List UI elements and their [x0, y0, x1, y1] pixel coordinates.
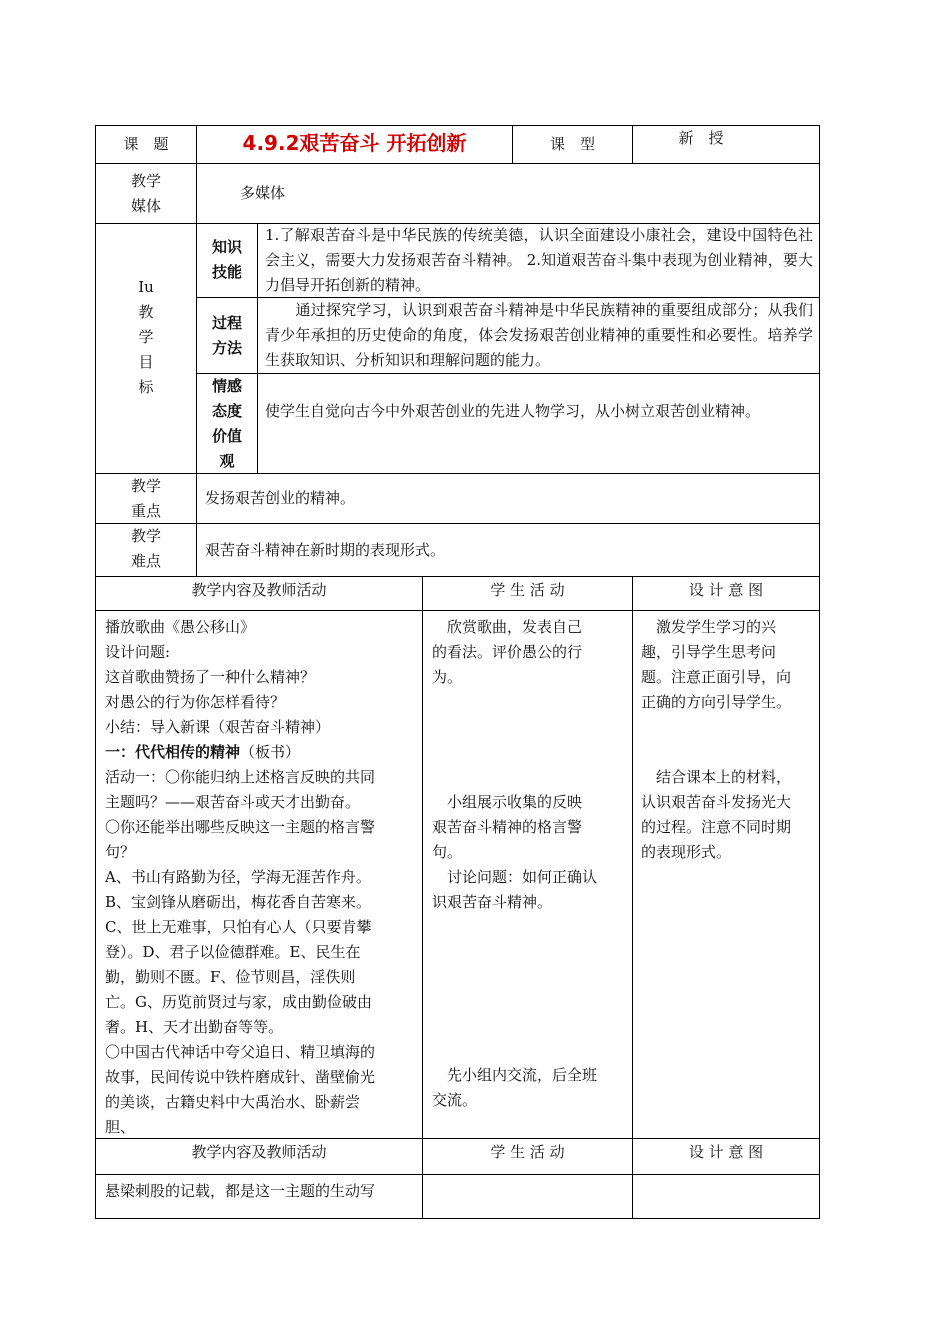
objective-text-attitude: 使学生自觉向古今中外艰苦创业的先进人物学习，从小树立艰苦创业精神。 — [265, 402, 761, 420]
student-activity-header-continued: 学 生 活 动 — [490, 1143, 565, 1161]
teacher-line: 播放歌曲《愚公移山》 — [105, 618, 256, 636]
intent-line: 的过程。注意不同时期 — [641, 818, 792, 836]
design-intent-header: 设 计 意 图 — [688, 581, 764, 599]
key-point-value: 发扬艰苦创业的精神。 — [205, 489, 356, 507]
teacher-activity-header-continued: 教学内容及教师活动 — [191, 1143, 327, 1161]
design-intent-header-continued: 设 计 意 图 — [688, 1143, 764, 1161]
student-line: 先小组内交流，后全班 — [432, 1066, 598, 1084]
teacher-line: 设计问题: — [105, 643, 171, 661]
student-line: 为。 — [432, 668, 463, 686]
type-value: 新 授 — [678, 129, 724, 147]
teacher-line: 这首歌曲赞扬了一种什么精神？ — [105, 668, 316, 686]
intent-line: 的表现形式。 — [641, 843, 732, 861]
teacher-line: 勤，勤则不匮。F、俭节则昌，淫佚则 — [105, 968, 356, 986]
teacher-line: 的美谈，古籍史料中大禹治水、卧薪尝 — [105, 1093, 361, 1111]
objective-label-line: 过程 — [211, 314, 242, 332]
objective-label-line: 方法 — [211, 339, 242, 357]
teacher-line: 小结：导入新课（艰苦奋斗精神） — [105, 718, 331, 736]
course-label: 课 题 — [123, 135, 169, 153]
section-heading-rest: （板书） — [240, 743, 301, 761]
divider — [632, 576, 633, 1218]
section-heading-bold: 一：代代相传的精神 — [105, 743, 241, 761]
student-activity-header: 学 生 活 动 — [490, 581, 565, 599]
media-value: 多媒体 — [240, 184, 286, 202]
teacher-content — [105, 615, 420, 1140]
type-label: 课 型 — [549, 135, 595, 153]
teacher-activity-header: 教学内容及教师活动 — [191, 581, 327, 599]
teacher-line: 登）。D、君子以俭德群难。E、民生在 — [105, 943, 361, 961]
student-line: 识艰苦奋斗精神。 — [432, 893, 553, 911]
student-line: 艰苦奋斗精神的格言警 — [432, 818, 583, 836]
divider — [422, 576, 423, 1218]
intent-line: 结合课本上的材料， — [641, 768, 792, 786]
divider — [95, 610, 820, 611]
difficult-point-label-line: 教学 — [130, 527, 161, 545]
student-line: 句。 — [432, 843, 463, 861]
objective-label-line: 价值 — [211, 427, 242, 445]
divider — [95, 523, 820, 524]
student-line: 小组展示收集的反映 — [432, 793, 583, 811]
intent-block-1 — [641, 615, 817, 715]
difficult-point-value: 艰苦奋斗精神在新时期的表现形式。 — [205, 541, 446, 559]
teacher-line: 主题吗？——艰苦奋斗或天才出勤奋。 — [105, 793, 361, 811]
objective-label-line: 技能 — [211, 263, 242, 281]
media-label — [96, 169, 196, 219]
student-block-2 — [432, 790, 627, 915]
objective-label-process — [197, 311, 257, 361]
divider — [95, 576, 820, 577]
intent-line: 认识艰苦奋斗发扬光大 — [641, 793, 792, 811]
objective-label-line: 态度 — [211, 402, 242, 420]
teacher-line: 胆、 — [105, 1118, 136, 1136]
teacher-line: 奢。H、天才出勤奋等等。 — [105, 1018, 284, 1036]
objective-label-line: 观 — [219, 452, 235, 470]
intent-line: 题。注意正面引导，向 — [641, 668, 792, 686]
table-border-right — [819, 125, 820, 1219]
teacher-line: 〇中国古代神话中夸父追日、精卫填海的 — [105, 1043, 376, 1061]
student-line: 欣赏歌曲，发表自己 — [432, 618, 583, 636]
key-point-label — [96, 474, 196, 524]
side-label-line: 教 — [138, 303, 154, 321]
key-point-label-line: 重点 — [130, 502, 161, 520]
teacher-line: 句？ — [105, 843, 136, 861]
side-label-line: Iu — [138, 278, 154, 296]
media-label-line-1: 教学 — [130, 172, 161, 190]
divider — [95, 163, 820, 164]
side-label-line: 目 — [138, 353, 154, 371]
objective-label-attitude — [197, 374, 257, 474]
teacher-line: A、书山有路勤为径，学海无涯苦作舟。 — [105, 868, 371, 886]
divider — [196, 373, 820, 374]
teacher-line: 对愚公的行为你怎样看待？ — [105, 693, 286, 711]
objective-label-line: 知识 — [211, 238, 242, 256]
objectives-side-label — [96, 275, 196, 400]
objective-label-line: 情感 — [211, 377, 242, 395]
intent-line: 趣，引导学生思考问 — [641, 643, 777, 661]
teacher-line: C、世上无难事，只怕有心人（只要肯攀 — [105, 918, 372, 936]
teacher-content-continued: 悬梁刺股的记载，都是这一主题的生动写 — [105, 1182, 376, 1200]
intent-block-2 — [641, 765, 817, 865]
difficult-point-label — [96, 524, 196, 574]
objective-label-knowledge — [197, 235, 257, 285]
student-line: 交流。 — [432, 1091, 478, 1109]
table-border-bottom — [95, 1218, 820, 1219]
teacher-line: 〇你还能举出哪些反映这一主题的格言警 — [105, 818, 376, 836]
key-point-label-line: 教学 — [130, 477, 161, 495]
student-line: 讨论问题：如何正确认 — [432, 868, 598, 886]
side-label-line: 学 — [138, 328, 154, 346]
difficult-point-label-line: 难点 — [130, 552, 161, 570]
teacher-line: 故事，民间传说中铁杵磨成针、凿壁偷光 — [105, 1068, 376, 1086]
side-label-line: 标 — [138, 378, 154, 396]
divider — [95, 1174, 820, 1175]
teacher-line: 亡。G、历览前贤过与家，成由勤俭破由 — [105, 993, 372, 1011]
objective-text-knowledge: 1.了解艰苦奋斗是中华民族的传统美德，认识全面建设小康社会，建设中国特色社会主义，需要大力发扬艰苦奋斗精神。 2.知道艰苦奋斗集中表现为创业精神，要大力倡导开拓创新的精神。 — [265, 226, 813, 294]
lesson-title: 4.9.2艰苦奋斗 开拓创新 — [242, 131, 467, 155]
student-line: 的看法。评价愚公的行 — [432, 643, 583, 661]
intent-line: 正确的方向引导学生。 — [641, 693, 792, 711]
student-block-3 — [432, 1063, 627, 1113]
objective-text-process: 通过探究学习，认识到艰苦奋斗精神是中华民族精神的重要组成部分；从我们青少年承担的历史使命的角度，体会发扬艰苦创业精神的重要性和必要性。培养学生获取知识、分析知识和理解问题的能力。 — [265, 301, 813, 369]
divider — [257, 223, 258, 473]
intent-line: 激发学生学习的兴 — [641, 618, 777, 636]
media-label-line-2: 媒体 — [130, 197, 161, 215]
section-heading — [105, 740, 420, 765]
divider — [196, 163, 197, 223]
student-block-1 — [432, 615, 627, 690]
teacher-line: B、宝剑锋从磨砺出，梅花香自苦寒来。 — [105, 893, 372, 911]
teacher-line: 活动一：〇你能归纳上述格言反映的共同 — [105, 768, 376, 786]
